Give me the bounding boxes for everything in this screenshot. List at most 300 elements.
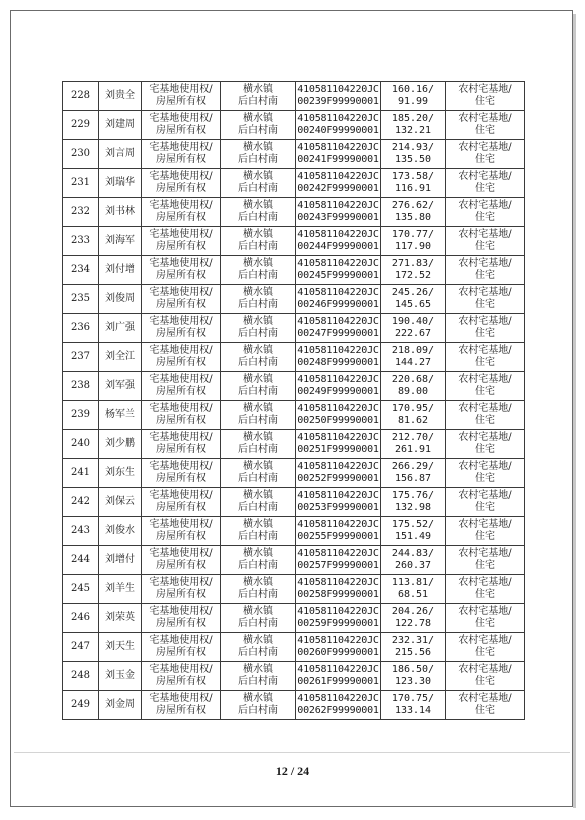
right-type-cell <box>142 140 221 169</box>
area-line: 212.70/ <box>391 431 435 443</box>
right-type-line: 房屋所有权 <box>156 270 206 281</box>
location-line: 横水镇 <box>243 547 273 559</box>
property-code-line: 410581104220JC <box>297 605 379 617</box>
table-row <box>63 430 525 459</box>
owner-name-cell: 刘东生 <box>99 459 142 488</box>
usage-cell <box>446 111 525 140</box>
area-cell <box>381 198 446 227</box>
property-code-cell <box>296 488 381 517</box>
usage-line: 住宅 <box>475 154 495 165</box>
property-code-line: 00245F99990001 <box>297 270 379 281</box>
area-cell <box>381 517 446 546</box>
location-line: 横水镇 <box>243 518 273 530</box>
property-code-line: 410581104220JC <box>297 692 379 704</box>
property-code-line: 00259F99990001 <box>297 618 379 629</box>
property-code-line: 410581104220JC <box>297 489 379 501</box>
area-line: 133.14 <box>394 705 432 716</box>
area-line: 185.20/ <box>391 112 435 124</box>
usage-line: 农村宅基地/ <box>458 576 512 588</box>
row-number-cell: 237 <box>63 343 99 372</box>
area-cell <box>381 662 446 691</box>
property-code-cell <box>296 256 381 285</box>
usage-line: 农村宅基地/ <box>458 228 512 240</box>
right-type-line: 宅基地使用权/ <box>149 634 213 646</box>
right-type-line: 宅基地使用权/ <box>149 83 213 95</box>
location-cell <box>221 546 296 575</box>
location-cell <box>221 227 296 256</box>
table-row <box>63 227 525 256</box>
location-line: 后白村南 <box>238 357 278 368</box>
property-code-line: 410581104220JC <box>297 518 379 530</box>
area-line: 170.75/ <box>391 692 435 704</box>
owner-name-cell: 刘保云 <box>99 488 142 517</box>
area-line: 220.68/ <box>391 373 435 385</box>
property-code-cell <box>296 285 381 314</box>
table-row <box>63 372 525 401</box>
area-cell <box>381 285 446 314</box>
table-row <box>63 314 525 343</box>
location-line: 后白村南 <box>238 270 278 281</box>
right-type-line: 宅基地使用权/ <box>149 518 213 530</box>
right-type-line: 房屋所有权 <box>156 328 206 339</box>
owner-name-cell: 刘海军 <box>99 227 142 256</box>
location-line: 后白村南 <box>238 502 278 513</box>
table-row <box>63 140 525 169</box>
area-cell <box>381 227 446 256</box>
location-cell <box>221 256 296 285</box>
table-row <box>63 256 525 285</box>
usage-cell <box>446 256 525 285</box>
location-line: 横水镇 <box>243 402 273 414</box>
row-number-cell: 232 <box>63 198 99 227</box>
owner-name-cell: 杨军兰 <box>99 401 142 430</box>
property-code-line: 00240F99990001 <box>297 125 379 136</box>
right-type-line: 宅基地使用权/ <box>149 141 213 153</box>
location-line: 后白村南 <box>238 241 278 252</box>
location-line: 后白村南 <box>238 473 278 484</box>
property-code-cell <box>296 633 381 662</box>
row-number-cell: 248 <box>63 662 99 691</box>
property-code-line: 00248F99990001 <box>297 357 379 368</box>
area-line: 122.78 <box>394 618 432 629</box>
area-line: 175.52/ <box>391 518 435 530</box>
table-row <box>63 575 525 604</box>
right-type-cell <box>142 604 221 633</box>
location-line: 后白村南 <box>238 154 278 165</box>
location-line: 后白村南 <box>238 328 278 339</box>
owner-name-cell: 刘增付 <box>99 546 142 575</box>
table-row <box>63 82 525 111</box>
owner-name-cell: 刘俊周 <box>99 285 142 314</box>
area-line: 132.98 <box>394 502 432 513</box>
property-code-cell <box>296 459 381 488</box>
property-code-cell <box>296 517 381 546</box>
area-line: 123.30 <box>394 676 432 687</box>
location-line: 横水镇 <box>243 605 273 617</box>
area-line: 117.90 <box>394 241 432 252</box>
property-code-line: 00243F99990001 <box>297 212 379 223</box>
right-type-cell <box>142 633 221 662</box>
right-type-line: 房屋所有权 <box>156 96 206 107</box>
right-type-line: 宅基地使用权/ <box>149 199 213 211</box>
right-type-line: 房屋所有权 <box>156 618 206 629</box>
area-line: 218.09/ <box>391 344 435 356</box>
location-line: 横水镇 <box>243 257 273 269</box>
location-cell <box>221 662 296 691</box>
location-line: 横水镇 <box>243 141 273 153</box>
table-row <box>63 517 525 546</box>
owner-name-cell: 刘建周 <box>99 111 142 140</box>
location-cell <box>221 604 296 633</box>
right-type-line: 房屋所有权 <box>156 154 206 165</box>
usage-line: 住宅 <box>475 531 495 542</box>
right-type-line: 房屋所有权 <box>156 415 206 426</box>
right-type-line: 宅基地使用权/ <box>149 489 213 501</box>
right-type-line: 房屋所有权 <box>156 705 206 716</box>
table-row <box>63 459 525 488</box>
owner-name-cell: 刘全江 <box>99 343 142 372</box>
location-cell <box>221 372 296 401</box>
right-type-line: 房屋所有权 <box>156 502 206 513</box>
area-line: 135.80 <box>394 212 432 223</box>
property-code-line: 00261F99990001 <box>297 676 379 687</box>
location-line: 后白村南 <box>238 647 278 658</box>
location-cell <box>221 575 296 604</box>
usage-cell <box>446 691 525 720</box>
property-code-line: 410581104220JC <box>297 431 379 443</box>
area-cell <box>381 691 446 720</box>
usage-line: 住宅 <box>475 415 495 426</box>
location-line: 后白村南 <box>238 531 278 542</box>
table-row <box>63 169 525 198</box>
property-code-cell <box>296 111 381 140</box>
property-code-line: 410581104220JC <box>297 663 379 675</box>
right-type-line: 宅基地使用权/ <box>149 576 213 588</box>
area-cell <box>381 401 446 430</box>
owner-name-cell: 刘军强 <box>99 372 142 401</box>
property-code-cell <box>296 314 381 343</box>
table-row <box>63 111 525 140</box>
owner-name-cell: 刘金周 <box>99 691 142 720</box>
property-code-line: 410581104220JC <box>297 634 379 646</box>
area-cell <box>381 314 446 343</box>
property-code-line: 00249F99990001 <box>297 386 379 397</box>
right-type-line: 宅基地使用权/ <box>149 692 213 704</box>
usage-line: 住宅 <box>475 705 495 716</box>
right-type-line: 宅基地使用权/ <box>149 344 213 356</box>
usage-line: 住宅 <box>475 502 495 513</box>
property-code-cell <box>296 169 381 198</box>
property-code-line: 00258F99990001 <box>297 589 379 600</box>
area-line: 175.76/ <box>391 489 435 501</box>
usage-line: 农村宅基地/ <box>458 634 512 646</box>
row-number-cell: 233 <box>63 227 99 256</box>
property-code-line: 00257F99990001 <box>297 560 379 571</box>
property-code-line: 00244F99990001 <box>297 241 379 252</box>
area-line: 89.00 <box>397 386 429 397</box>
location-line: 后白村南 <box>238 560 278 571</box>
row-number-cell: 238 <box>63 372 99 401</box>
owner-name-cell: 刘瑞华 <box>99 169 142 198</box>
property-code-line: 00253F99990001 <box>297 502 379 513</box>
right-type-line: 房屋所有权 <box>156 647 206 658</box>
right-type-line: 房屋所有权 <box>156 444 206 455</box>
property-code-cell <box>296 662 381 691</box>
location-line: 横水镇 <box>243 489 273 501</box>
location-cell <box>221 314 296 343</box>
location-line: 横水镇 <box>243 431 273 443</box>
usage-line: 住宅 <box>475 299 495 310</box>
location-cell <box>221 691 296 720</box>
area-line: 156.87 <box>394 473 432 484</box>
property-code-line: 410581104220JC <box>297 373 379 385</box>
right-type-cell <box>142 169 221 198</box>
location-cell <box>221 111 296 140</box>
usage-line: 农村宅基地/ <box>458 373 512 385</box>
registry-table-body <box>63 82 525 720</box>
usage-line: 农村宅基地/ <box>458 257 512 269</box>
usage-cell <box>446 488 525 517</box>
area-line: 276.62/ <box>391 199 435 211</box>
right-type-cell <box>142 575 221 604</box>
usage-cell <box>446 459 525 488</box>
location-line: 横水镇 <box>243 199 273 211</box>
area-line: 145.65 <box>394 299 432 310</box>
location-line: 横水镇 <box>243 576 273 588</box>
location-line: 横水镇 <box>243 373 273 385</box>
property-code-cell <box>296 604 381 633</box>
property-code-cell <box>296 140 381 169</box>
area-line: 173.58/ <box>391 170 435 182</box>
location-line: 横水镇 <box>243 112 273 124</box>
area-line: 160.16/ <box>391 83 435 95</box>
usage-cell <box>446 285 525 314</box>
location-line: 后白村南 <box>238 589 278 600</box>
right-type-cell <box>142 198 221 227</box>
usage-line: 农村宅基地/ <box>458 315 512 327</box>
location-line: 后白村南 <box>238 676 278 687</box>
usage-line: 住宅 <box>475 328 495 339</box>
property-code-line: 410581104220JC <box>297 83 379 95</box>
usage-line: 农村宅基地/ <box>458 663 512 675</box>
usage-cell <box>446 401 525 430</box>
location-line: 横水镇 <box>243 460 273 472</box>
property-code-line: 410581104220JC <box>297 286 379 298</box>
usage-line: 住宅 <box>475 125 495 136</box>
right-type-cell <box>142 256 221 285</box>
location-line: 横水镇 <box>243 83 273 95</box>
row-number-cell: 229 <box>63 111 99 140</box>
row-number-cell: 239 <box>63 401 99 430</box>
property-code-cell <box>296 575 381 604</box>
right-type-line: 宅基地使用权/ <box>149 663 213 675</box>
property-code-cell <box>296 227 381 256</box>
property-code-line: 410581104220JC <box>297 576 379 588</box>
right-type-cell <box>142 285 221 314</box>
property-code-line: 410581104220JC <box>297 170 379 182</box>
table-row <box>63 604 525 633</box>
right-type-line: 宅基地使用权/ <box>149 402 213 414</box>
right-type-cell <box>142 459 221 488</box>
area-cell <box>381 633 446 662</box>
row-number-cell: 246 <box>63 604 99 633</box>
usage-cell <box>446 662 525 691</box>
area-line: 245.26/ <box>391 286 435 298</box>
location-line: 后白村南 <box>238 386 278 397</box>
right-type-line: 房屋所有权 <box>156 560 206 571</box>
property-code-line: 00262F99990001 <box>297 705 379 716</box>
usage-line: 农村宅基地/ <box>458 170 512 182</box>
usage-line: 农村宅基地/ <box>458 489 512 501</box>
usage-line: 农村宅基地/ <box>458 547 512 559</box>
owner-name-cell: 刘言周 <box>99 140 142 169</box>
owner-name-cell: 刘俊水 <box>99 517 142 546</box>
right-type-line: 宅基地使用权/ <box>149 286 213 298</box>
area-cell <box>381 140 446 169</box>
location-cell <box>221 343 296 372</box>
property-code-line: 00255F99990001 <box>297 531 379 542</box>
area-line: 91.99 <box>397 96 429 107</box>
right-type-cell <box>142 314 221 343</box>
usage-line: 农村宅基地/ <box>458 518 512 530</box>
property-code-line: 410581104220JC <box>297 112 379 124</box>
row-number-cell: 234 <box>63 256 99 285</box>
usage-cell <box>446 575 525 604</box>
property-code-line: 00252F99990001 <box>297 473 379 484</box>
usage-line: 农村宅基地/ <box>458 286 512 298</box>
area-cell <box>381 82 446 111</box>
usage-line: 住宅 <box>475 676 495 687</box>
usage-line: 住宅 <box>475 386 495 397</box>
area-line: 186.50/ <box>391 663 435 675</box>
usage-line: 农村宅基地/ <box>458 402 512 414</box>
row-number-cell: 231 <box>63 169 99 198</box>
area-cell <box>381 169 446 198</box>
right-type-cell <box>142 372 221 401</box>
right-type-line: 房屋所有权 <box>156 357 206 368</box>
right-type-cell <box>142 401 221 430</box>
right-type-line: 房屋所有权 <box>156 299 206 310</box>
right-type-line: 房屋所有权 <box>156 183 206 194</box>
area-line: 222.67 <box>394 328 432 339</box>
table-row <box>63 401 525 430</box>
area-line: 116.91 <box>394 183 432 194</box>
property-code-line: 00239F99990001 <box>297 96 379 107</box>
page-number: 12 / 24 <box>275 764 310 778</box>
right-type-line: 房屋所有权 <box>156 531 206 542</box>
row-number-cell: 243 <box>63 517 99 546</box>
location-line: 后白村南 <box>238 299 278 310</box>
row-number-cell: 235 <box>63 285 99 314</box>
footer-divider <box>14 752 570 753</box>
right-type-cell <box>142 662 221 691</box>
area-cell <box>381 459 446 488</box>
location-line: 横水镇 <box>243 692 273 704</box>
row-number-cell: 245 <box>63 575 99 604</box>
right-type-line: 宅基地使用权/ <box>149 228 213 240</box>
right-type-line: 宅基地使用权/ <box>149 431 213 443</box>
owner-name-cell: 刘贵全 <box>99 82 142 111</box>
table-row <box>63 691 525 720</box>
usage-cell <box>446 227 525 256</box>
property-code-line: 00241F99990001 <box>297 154 379 165</box>
usage-line: 住宅 <box>475 618 495 629</box>
owner-name-cell: 刘荣英 <box>99 604 142 633</box>
right-type-line: 宅基地使用权/ <box>149 605 213 617</box>
right-type-line: 房屋所有权 <box>156 676 206 687</box>
right-type-cell <box>142 488 221 517</box>
location-line: 后白村南 <box>238 415 278 426</box>
property-code-line: 410581104220JC <box>297 547 379 559</box>
right-type-line: 房屋所有权 <box>156 125 206 136</box>
right-type-line: 宅基地使用权/ <box>149 315 213 327</box>
area-line: 215.56 <box>394 647 432 658</box>
table-row <box>63 546 525 575</box>
location-line: 横水镇 <box>243 315 273 327</box>
right-type-line: 房屋所有权 <box>156 241 206 252</box>
property-code-cell <box>296 372 381 401</box>
usage-cell <box>446 198 525 227</box>
usage-line: 农村宅基地/ <box>458 431 512 443</box>
owner-name-cell: 刘玉金 <box>99 662 142 691</box>
right-type-cell <box>142 343 221 372</box>
location-cell <box>221 633 296 662</box>
location-line: 后白村南 <box>238 125 278 136</box>
usage-cell <box>446 430 525 459</box>
location-cell <box>221 82 296 111</box>
usage-line: 住宅 <box>475 212 495 223</box>
location-line: 后白村南 <box>238 705 278 716</box>
owner-name-cell: 刘付增 <box>99 256 142 285</box>
usage-line: 住宅 <box>475 473 495 484</box>
area-line: 151.49 <box>394 531 432 542</box>
usage-cell <box>446 633 525 662</box>
property-code-line: 00246F99990001 <box>297 299 379 310</box>
right-type-line: 宅基地使用权/ <box>149 112 213 124</box>
area-cell <box>381 372 446 401</box>
property-registry-table <box>62 81 525 720</box>
property-code-line: 410581104220JC <box>297 228 379 240</box>
usage-line: 住宅 <box>475 183 495 194</box>
location-line: 横水镇 <box>243 170 273 182</box>
right-type-line: 宅基地使用权/ <box>149 547 213 559</box>
location-cell <box>221 459 296 488</box>
property-code-line: 410581104220JC <box>297 315 379 327</box>
usage-line: 住宅 <box>475 560 495 571</box>
location-cell <box>221 401 296 430</box>
property-code-line: 410581104220JC <box>297 402 379 414</box>
row-number-cell: 240 <box>63 430 99 459</box>
usage-line: 农村宅基地/ <box>458 199 512 211</box>
property-code-line: 410581104220JC <box>297 141 379 153</box>
location-line: 后白村南 <box>238 212 278 223</box>
row-number-cell: 247 <box>63 633 99 662</box>
location-line: 后白村南 <box>238 96 278 107</box>
row-number-cell: 242 <box>63 488 99 517</box>
owner-name-cell: 刘羊生 <box>99 575 142 604</box>
right-type-line: 房屋所有权 <box>156 212 206 223</box>
location-line: 横水镇 <box>243 663 273 675</box>
area-line: 190.40/ <box>391 315 435 327</box>
row-number-cell: 228 <box>63 82 99 111</box>
table-row <box>63 488 525 517</box>
right-type-cell <box>142 517 221 546</box>
right-type-line: 房屋所有权 <box>156 473 206 484</box>
area-cell <box>381 546 446 575</box>
usage-line: 农村宅基地/ <box>458 141 512 153</box>
row-number-cell: 241 <box>63 459 99 488</box>
location-line: 后白村南 <box>238 183 278 194</box>
